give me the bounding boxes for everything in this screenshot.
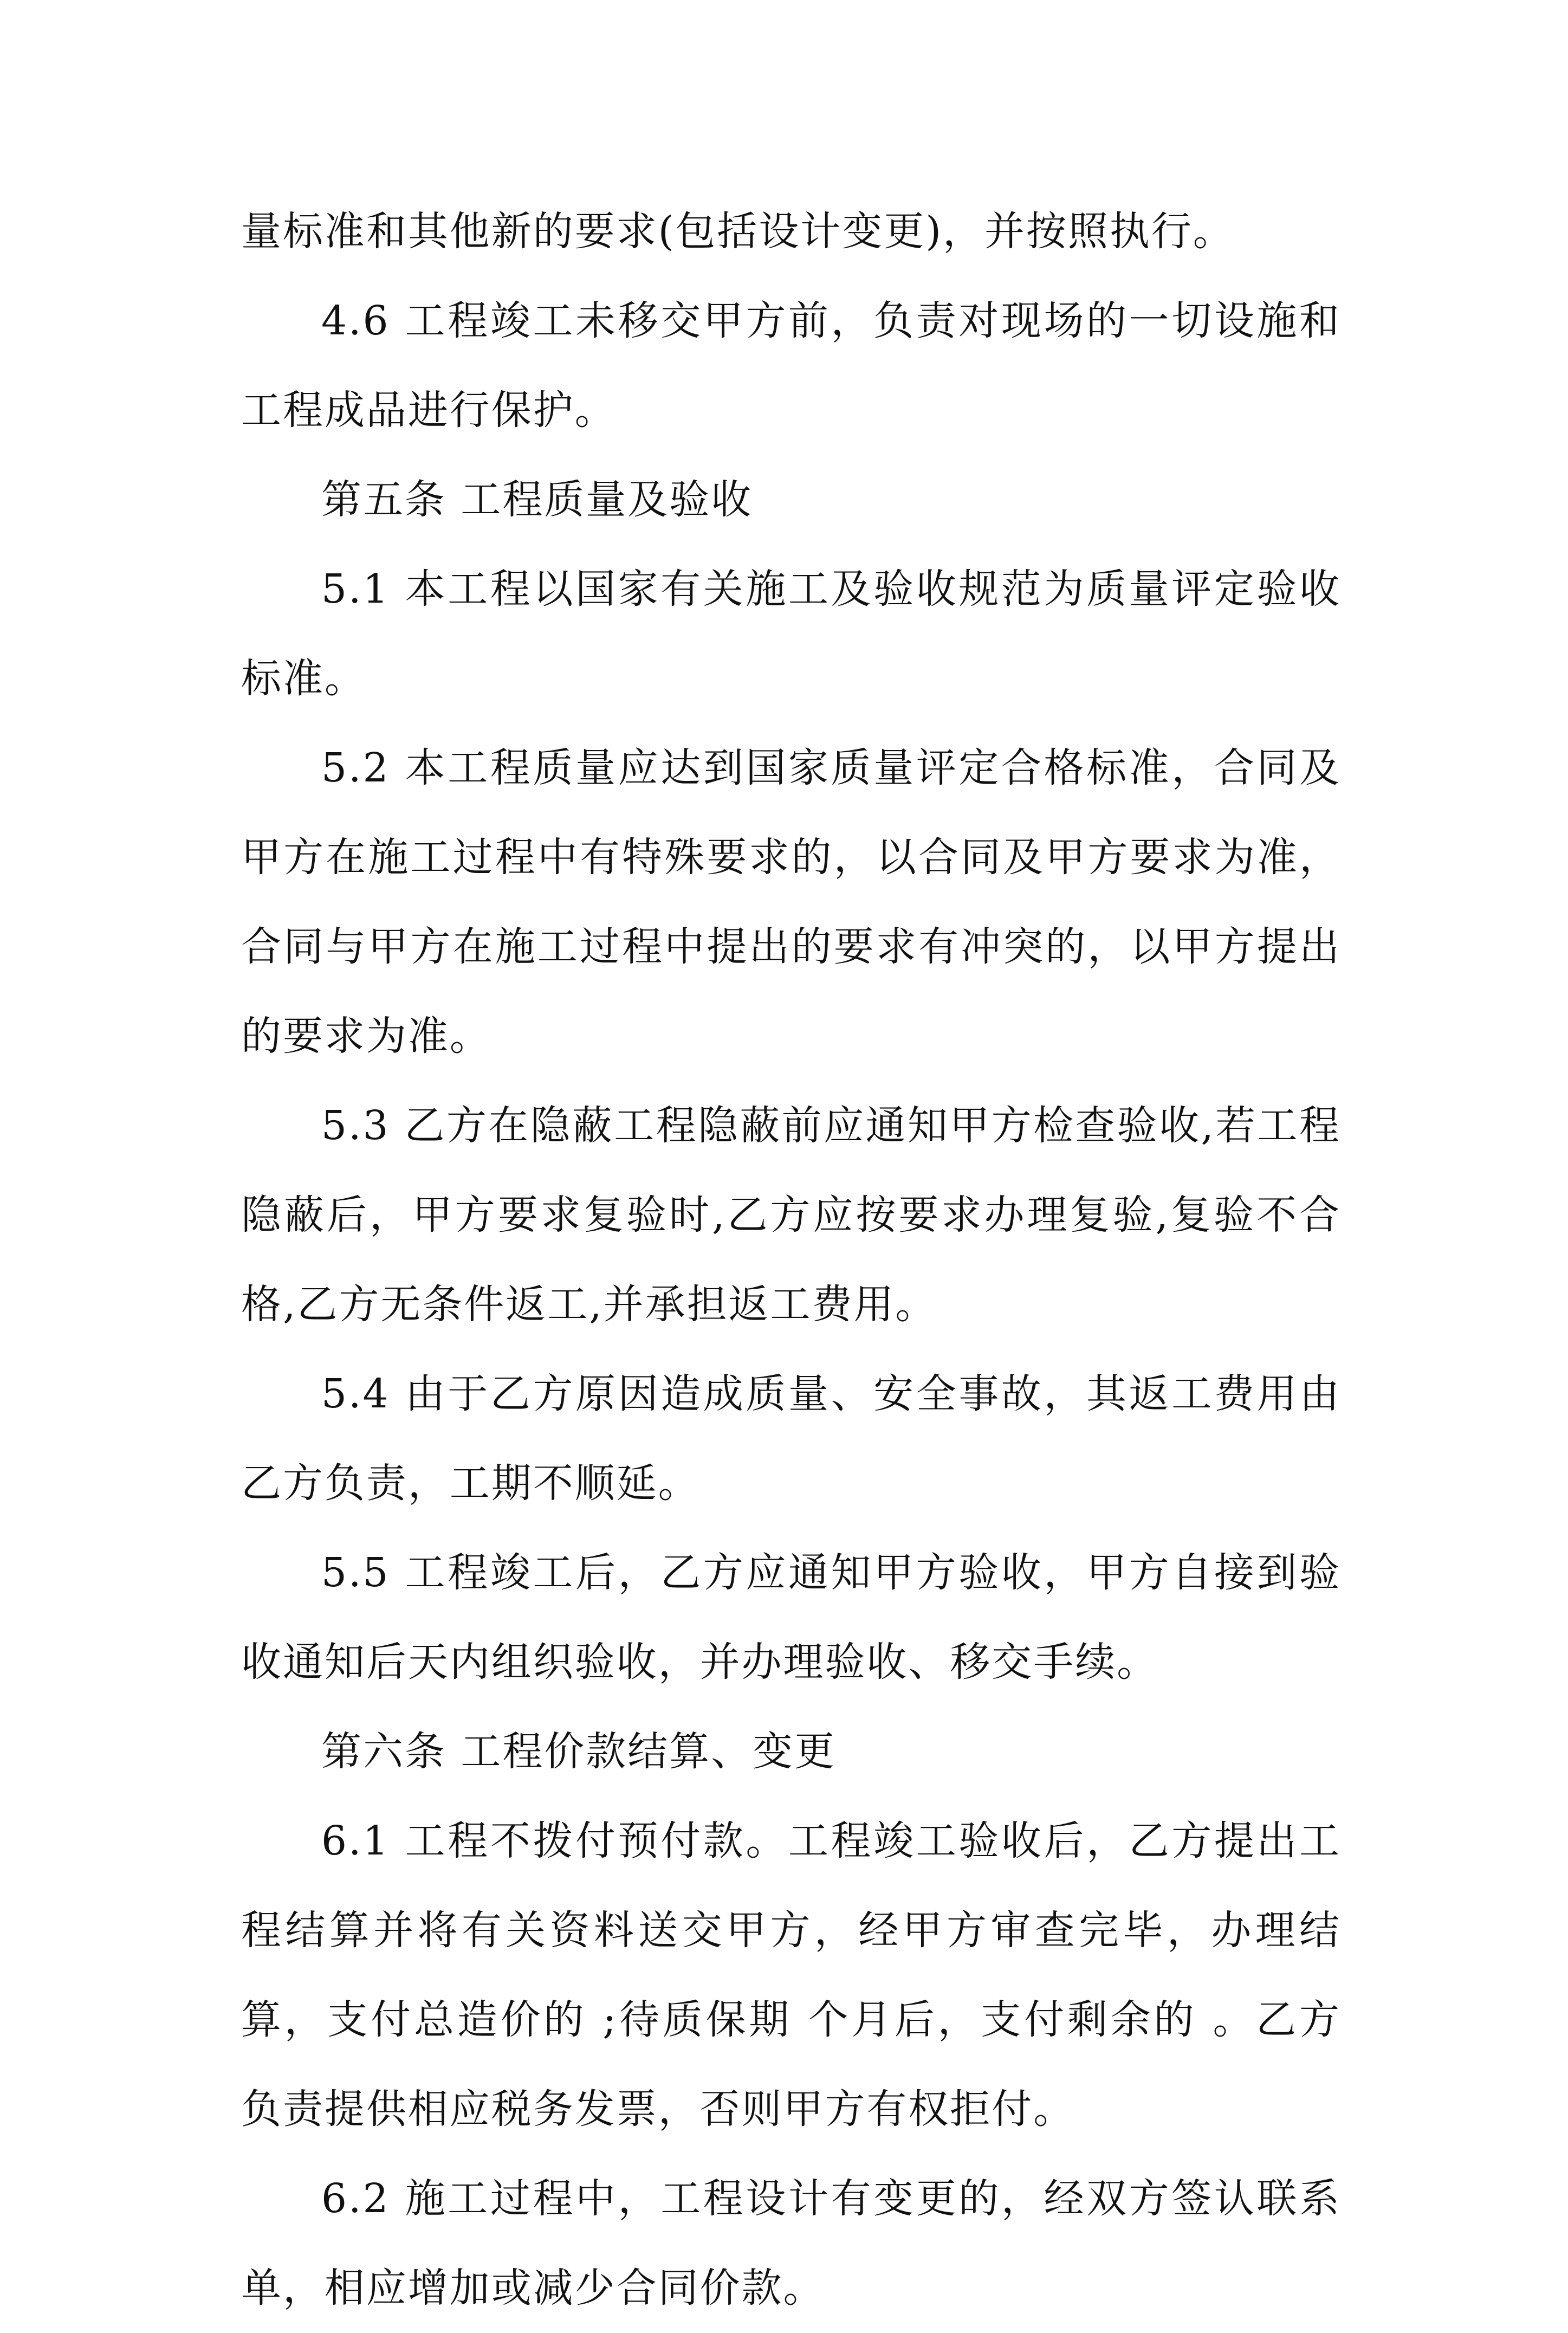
paragraph-5-4: 5.4 由于乙方原因造成质量、安全事故，其返工费用由乙方负责，工期不顺延。 <box>241 1371 1341 1507</box>
article-6-heading: 第六条 工程价款结算、变更 <box>321 1728 837 1775</box>
paragraph-5-1: 5.1 本工程以国家有关施工及验收规范为质量评定验收标准。 <box>241 566 1341 702</box>
paragraph-5-5: 5.5 工程竣工后，乙方应通知甲方验收，甲方自接到验收通知后天内组织验收，并办理验收、移交手续。 <box>241 1549 1341 1685</box>
paragraph-6-2: 6.2 施工过程中，工程设计有变更的，经双方签认联系单，相应增加或减少合同价款。 <box>241 2175 1341 2311</box>
paragraph-5-2: 5.2 本工程质量应达到国家质量评定合格标准，合同及甲方在施工过程中有特殊要求的，以合同及甲方要求为准，合同与甲方在施工过程中提出的要求有冲突的，以甲方提出的要求为准。 <box>241 745 1341 1059</box>
paragraph-5-3: 5.3 乙方在隐蔽工程隐蔽前应通知甲方检查验收,若工程隐蔽后，甲方要求复验时,乙方应按要求办理复验,复验不合格,乙方无条件返工,并承担返工费用。 <box>241 1102 1341 1328</box>
paragraph-4-6: 4.6 工程竣工未移交甲方前，负责对现场的一切设施和工程成品进行保护。 <box>241 298 1341 434</box>
paragraph-6-1: 6.1 工程不拨付预付款。工程竣工验收后，乙方提出工程结算并将有关资料送交甲方，经甲方审查完毕，办理结算，支付总造价的 ;待质保期 个月后，支付剩余的 。乙方负责提供相应税务发票，否则甲方有权拒付。 <box>241 1818 1341 2132</box>
article-5-heading: 第五条 工程质量及验收 <box>321 476 753 523</box>
paragraph-continuation: 量标准和其他新的要求(包括设计变更)，并按照执行。 <box>241 208 1235 255</box>
document-body <box>241 187 1341 2333</box>
